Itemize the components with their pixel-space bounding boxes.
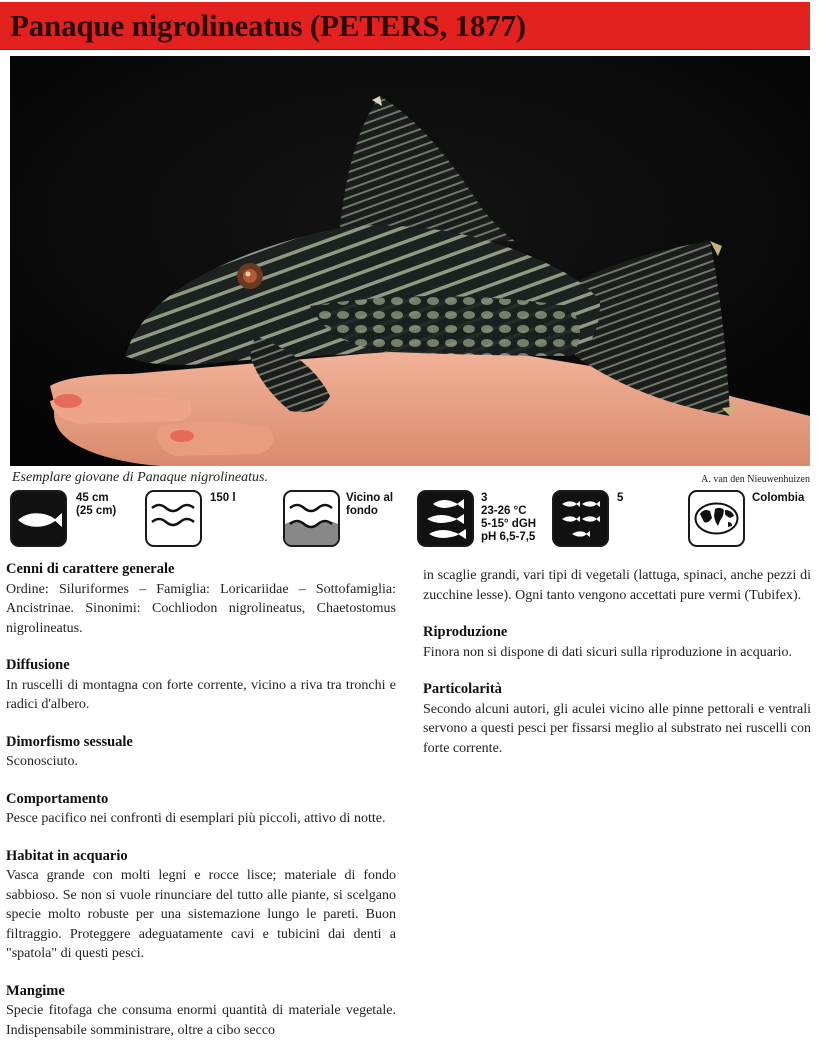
fish-size-icon bbox=[10, 490, 67, 547]
right-column bbox=[423, 566, 811, 776]
zone-label: Vicino al fondo bbox=[346, 492, 394, 517]
difficulty-icon bbox=[552, 490, 609, 547]
section-habitat bbox=[6, 847, 396, 964]
size-label: 45 cm (25 cm) bbox=[76, 492, 117, 517]
fish-photo bbox=[10, 56, 810, 466]
section-text: Secondo alcuni autori, gli aculei vicino alle pinne pettorali e ventrali servono a questi pesci per fissarsi meglio al substrato nei ruscelli con forte corrente. bbox=[423, 701, 811, 756]
volume-label: 150 l bbox=[210, 492, 236, 504]
section-heading: Habitat in acquario bbox=[6, 847, 128, 864]
section-text: Pesce pacifico nei confronti di esemplari più piccoli, attivo di notte. bbox=[6, 811, 386, 826]
section-diffusione bbox=[6, 656, 396, 715]
section-text: in scaglie grandi, vari tipi di vegetali (lattuga, spinaci, anche pezzi di zucchine lesse). Ogni tanto vengono accettati pure vermi (Tubifex). bbox=[423, 568, 811, 603]
section-heading: Cenni di carattere generale bbox=[6, 561, 175, 577]
water-parameters-label: 3 23-26 °C 5-15° dGH pH 6,5-7,5 bbox=[481, 492, 537, 543]
section-riproduzione bbox=[423, 623, 811, 662]
section-comportamento bbox=[6, 790, 396, 829]
section-heading: Mangime bbox=[6, 982, 65, 999]
section-heading: Comportamento bbox=[6, 790, 109, 807]
title-bar bbox=[0, 2, 810, 50]
tank-volume-icon bbox=[145, 490, 202, 547]
water-zone-icon bbox=[283, 490, 340, 547]
water-parameters-icon bbox=[417, 490, 474, 547]
section-heading: Particolarità bbox=[423, 681, 502, 697]
section-heading: Riproduzione bbox=[423, 624, 508, 640]
section-heading: Dimorfismo sessuale bbox=[6, 733, 133, 750]
left-column bbox=[6, 560, 396, 1050]
section-text: Sconosciuto. bbox=[6, 754, 78, 769]
page-title: Panaque nigrolineatus (PETERS, 1877) bbox=[10, 8, 526, 43]
origin-label: Colombia bbox=[752, 492, 805, 504]
section-dimorfismo bbox=[6, 733, 396, 772]
section-heading: Diffusione bbox=[6, 657, 70, 673]
difficulty-label: 5 bbox=[617, 492, 624, 504]
section-text: Finora non si dispone di dati sicuri sulla riproduzione in acquario. bbox=[423, 644, 792, 660]
section-mangime-continued bbox=[423, 566, 811, 605]
section-mangime bbox=[6, 982, 396, 1041]
section-particolarita bbox=[423, 680, 811, 758]
globe-icon bbox=[688, 490, 745, 547]
section-text: In ruscelli di montagna con forte corrente, vicino a riva tra tronchi e radici d'albero. bbox=[6, 677, 396, 712]
photo-caption: Esemplare giovane di Panaque nigrolineatus. bbox=[12, 470, 268, 485]
section-text: Ordine: Siluriformes – Famiglia: Loricariidae – Sottofamiglia: Ancistrinae. Sinonimi: Cochliodon nigrolineatus, Chaetostomus nigrolineatus. bbox=[6, 581, 396, 636]
section-text: Vasca grande con molti legni e rocce lisce; materiale di fondo sabbioso. Se non si vuole rinunciare del tutto alle piante, si scelgano specie molto robuste per una sistemazione lungo le pareti. Buon filtraggio. Proteggere adeguatamente cavi e tubicini dai denti a "spatola" di questi pesci. bbox=[6, 868, 396, 961]
photo-credit: A. van den Nieuwenhuizen bbox=[701, 474, 810, 485]
section-cenni bbox=[6, 560, 396, 638]
fish-illustration bbox=[10, 56, 810, 466]
section-text: Specie fitofaga che consuma enormi quantità di materiale vegetale. Indispensabile somministrare, oltre a cibo secco bbox=[6, 1003, 396, 1038]
